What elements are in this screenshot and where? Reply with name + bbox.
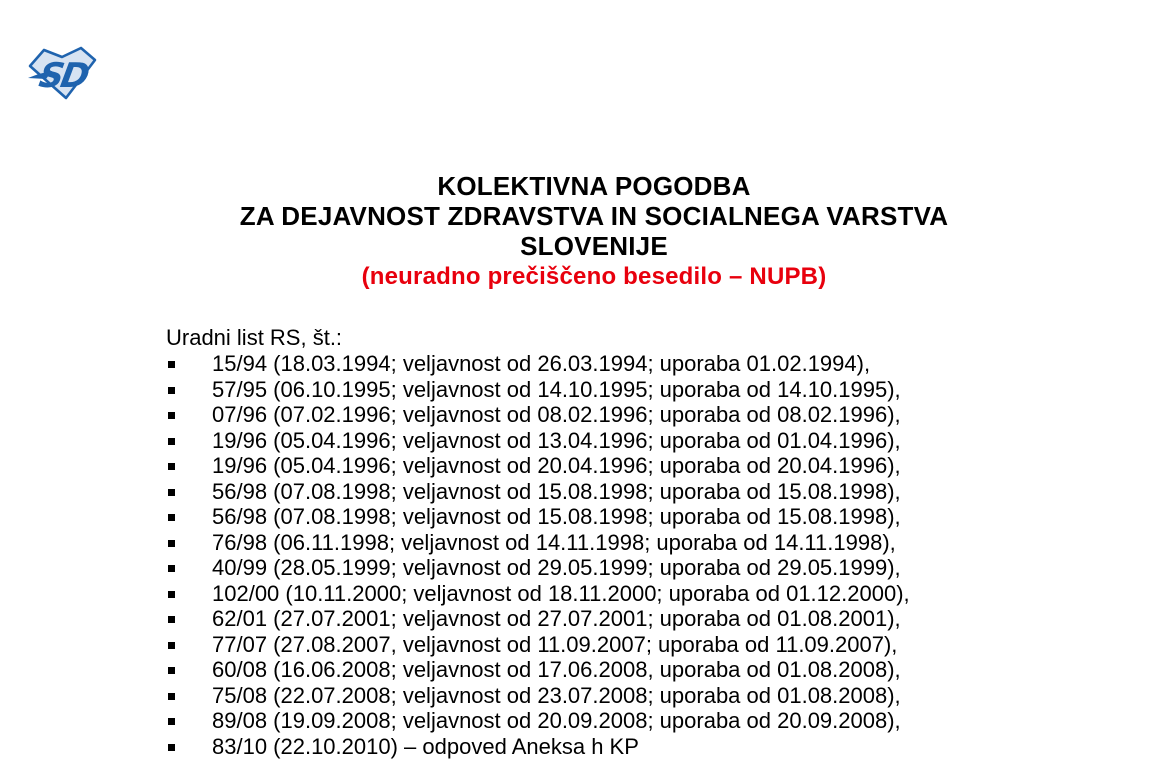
gazette-list-item <box>166 530 1022 556</box>
bullet-icon <box>168 540 175 547</box>
bullet-icon <box>168 514 175 521</box>
gazette-entry-text: 56/98 (07.08.1998; veljavnost od 15.08.1998; uporaba od 15.08.1998), <box>212 504 901 529</box>
logo-letters: SD <box>36 56 91 96</box>
gazette-entry-text: 62/01 (27.07.2001; veljavnost od 27.07.2001; uporaba od 01.08.2001), <box>212 606 901 631</box>
bullet-icon <box>168 667 175 674</box>
gazette-list-item <box>166 657 1022 683</box>
gazette-entry-text: 15/94 (18.03.1994; veljavnost od 26.03.1994; uporaba 01.02.1994), <box>212 351 870 376</box>
document-subtitle: (neuradno prečiščeno besedilo – NUPB) <box>166 263 1022 291</box>
gazette-list-item <box>166 581 1022 607</box>
bullet-icon <box>168 718 175 725</box>
bullet-icon <box>168 693 175 700</box>
gazette-entry-text: 40/99 (28.05.1999; veljavnost od 29.05.1999; uporaba od 29.05.1999), <box>212 555 901 580</box>
bullet-icon <box>168 387 175 394</box>
gazette-list-item <box>166 377 1022 403</box>
bullet-icon <box>168 489 175 496</box>
document-title <box>166 171 1022 261</box>
bullet-icon <box>168 463 175 470</box>
gazette-list-item <box>166 479 1022 505</box>
bullet-icon <box>168 438 175 445</box>
gazette-list-item <box>166 734 1022 759</box>
title-line-3: SLOVENIJE <box>166 231 1022 261</box>
gazette-list-item <box>166 708 1022 734</box>
gazette-entry-text: 19/96 (05.04.1996; veljavnost od 20.04.1996; uporaba od 20.04.1996), <box>212 453 901 478</box>
gazette-list-item <box>166 402 1022 428</box>
gazette-entry-text: 60/08 (16.06.2008; veljavnost od 17.06.2008, uporaba od 01.08.2008), <box>212 657 901 682</box>
bullet-icon <box>168 591 175 598</box>
gazette-list-item <box>166 504 1022 530</box>
gazette-entry-text: 57/95 (06.10.1995; veljavnost od 14.10.1995; uporaba od 14.10.1995), <box>212 377 901 402</box>
gazette-list <box>166 351 1022 759</box>
gazette-entry-text: 102/00 (10.11.2000; veljavnost od 18.11.2000; uporaba od 01.12.2000), <box>212 581 910 606</box>
bullet-icon <box>168 744 175 751</box>
bullet-icon <box>168 361 175 368</box>
gazette-entry-text: 76/98 (06.11.1998; veljavnost od 14.11.1998; uporaba od 14.11.1998), <box>212 530 896 555</box>
gazette-list-heading: Uradni list RS, št.: <box>166 325 1022 351</box>
bullet-icon <box>168 565 175 572</box>
title-line-1: KOLEKTIVNA POGODBA <box>166 171 1022 201</box>
sd-diamond-logo-icon <box>28 45 98 101</box>
gazette-list-item <box>166 453 1022 479</box>
document-content <box>166 171 1022 759</box>
gazette-entry-text: 83/10 (22.10.2010) – odpoved Aneksa h KP <box>212 734 639 759</box>
gazette-entry-text: 75/08 (22.07.2008; veljavnost od 23.07.2008; uporaba od 01.08.2008), <box>212 683 901 708</box>
gazette-list-item <box>166 428 1022 454</box>
gazette-list-item <box>166 632 1022 658</box>
gazette-entry-text: 89/08 (19.09.2008; veljavnost od 20.09.2008; uporaba od 20.09.2008), <box>212 708 901 733</box>
gazette-entry-text: 56/98 (07.08.1998; veljavnost od 15.08.1998; uporaba od 15.08.1998), <box>212 479 901 504</box>
gazette-list-item <box>166 351 1022 377</box>
gazette-list-item <box>166 606 1022 632</box>
gazette-entry-text: 77/07 (27.08.2007, veljavnost od 11.09.2007; uporaba od 11.09.2007), <box>212 632 897 657</box>
bullet-icon <box>168 412 175 419</box>
gazette-list-item <box>166 683 1022 709</box>
gazette-entry-text: 07/96 (07.02.1996; veljavnost od 08.02.1996; uporaba od 08.02.1996), <box>212 402 901 427</box>
bullet-icon <box>168 642 175 649</box>
title-line-2: ZA DEJAVNOST ZDRAVSTVA IN SOCIALNEGA VARSTVA <box>166 201 1022 231</box>
bullet-icon <box>168 616 175 623</box>
gazette-list-item <box>166 555 1022 581</box>
gazette-entry-text: 19/96 (05.04.1996; veljavnost od 13.04.1996; uporaba od 01.04.1996), <box>212 428 901 453</box>
